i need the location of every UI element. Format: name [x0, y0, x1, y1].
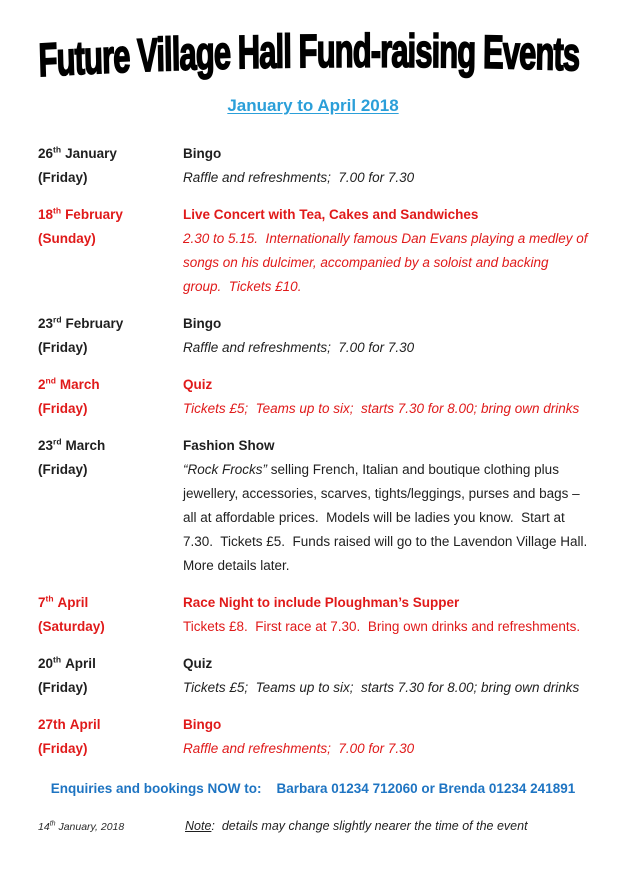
document-date	[38, 821, 185, 833]
event-month: March	[59, 377, 100, 392]
event-weekday: (Friday)	[38, 741, 88, 756]
event-date	[38, 203, 183, 299]
document-date-day: 14	[38, 821, 50, 833]
event-ordinal: th	[53, 205, 62, 216]
event-ordinal: th	[53, 144, 62, 155]
event-date	[38, 373, 183, 421]
event-ordinal: th	[53, 654, 62, 665]
enquiries-label: Enquiries and bookings NOW to:	[50, 781, 262, 796]
event-row	[38, 652, 588, 700]
event-month: January	[65, 146, 117, 161]
event-row	[38, 591, 588, 639]
event-day: 18	[38, 207, 54, 222]
event-day: 7	[38, 595, 46, 610]
event-date	[38, 591, 183, 639]
title-wordart	[36, 28, 586, 92]
event-details	[183, 713, 588, 761]
event-description: Raffle and refreshments; 7.00 for 7.30	[183, 340, 415, 355]
event-month: February	[65, 316, 124, 331]
event-weekday: (Saturday)	[38, 619, 105, 634]
event-description: 2.30 to 5.15. Internationally famous Dan Evans playing a medley of songs on his dulcimer, accompanied by a soloist and backing group. Tickets £10.	[183, 231, 592, 294]
event-row	[38, 142, 588, 190]
event-month: April	[69, 717, 101, 732]
event-description: Raffle and refreshments; 7.00 for 7.30	[183, 170, 415, 185]
event-weekday: (Friday)	[38, 340, 88, 355]
event-details	[183, 591, 588, 639]
event-month: February	[65, 207, 123, 222]
event-date-line	[38, 312, 183, 336]
event-description-lead: “Rock Frocks”	[183, 462, 267, 477]
event-details	[183, 652, 588, 700]
event-weekday: (Friday)	[38, 401, 88, 416]
event-day: 20	[38, 656, 54, 671]
event-row	[38, 312, 588, 360]
event-row	[38, 203, 592, 299]
event-day: 23	[38, 316, 54, 331]
event-month: April	[65, 656, 96, 671]
event-description	[183, 458, 595, 578]
event-day: 26	[38, 146, 54, 161]
event-title: Race Night to include Ploughman’s Supper	[183, 595, 460, 610]
event-details	[183, 312, 588, 360]
event-month: April	[57, 595, 89, 610]
document-footer	[38, 819, 588, 833]
event-title: Quiz	[183, 377, 213, 392]
event-ordinal: rd	[53, 436, 62, 447]
event-row	[38, 713, 588, 761]
event-date	[38, 434, 183, 578]
event-description: Tickets £5; Teams up to six; starts 7.30 for 8.00; bring own drinks	[183, 680, 580, 695]
event-title: Fashion Show	[183, 438, 275, 453]
note-label: Note	[185, 819, 212, 833]
event-title: Quiz	[183, 656, 213, 671]
event-description: Tickets £8. First race at 7.30. Bring own drinks and refreshments.	[183, 619, 581, 634]
note-text: : details may change slightly nearer the time of the event	[211, 819, 528, 833]
document-date-rest: January, 2018	[55, 821, 125, 833]
event-details	[183, 203, 592, 299]
event-date-line	[38, 142, 183, 166]
page-title: Future Village Hall Fund-raising Events	[37, 28, 581, 87]
event-date-line	[38, 203, 183, 227]
event-date-line	[38, 373, 183, 397]
event-details	[183, 434, 595, 578]
event-details	[183, 373, 588, 421]
event-description-rest: selling French, Italian and boutique clothing plus jewellery, accessories, scarves, tights/leggings, purses and bags – all at affordable prices. Models will be ladies you know. Start at 7.30. Tickets £5. Funds raised will go to the Lavendon Village Hall. More details later.	[183, 462, 595, 573]
event-title: Live Concert with Tea, Cakes and Sandwiches	[183, 207, 479, 222]
event-day: 2	[38, 377, 46, 392]
event-date-line	[38, 591, 183, 615]
event-ordinal: nd	[45, 375, 56, 386]
event-details	[183, 142, 588, 190]
event-row	[38, 373, 588, 421]
subtitle: January to April 2018	[227, 96, 399, 115]
event-day: 27th	[38, 717, 66, 732]
event-date	[38, 713, 183, 761]
event-description: Raffle and refreshments; 7.00 for 7.30	[183, 741, 415, 756]
event-weekday: (Sunday)	[38, 231, 96, 246]
svg-text:Future Village Hall Fund-raisi	[38, 28, 580, 87]
event-date-line	[38, 713, 183, 737]
event-description: Tickets £5; Teams up to six; starts 7.30 for 8.00; bring own drinks	[183, 401, 580, 416]
enquiries-line	[38, 779, 588, 799]
event-weekday: (Friday)	[38, 462, 88, 477]
event-date	[38, 312, 183, 360]
event-title: Bingo	[183, 717, 222, 732]
event-weekday: (Friday)	[38, 680, 88, 695]
event-ordinal: rd	[53, 314, 62, 325]
event-date-line	[38, 652, 183, 676]
event-date-line	[38, 434, 183, 458]
event-ordinal: th	[45, 593, 54, 604]
note-line	[185, 819, 528, 833]
enquiries-contacts: Barbara 01234 712060 or Brenda 01234 241891	[276, 781, 576, 796]
event-title: Bingo	[183, 316, 222, 331]
event-weekday: (Friday)	[38, 170, 88, 185]
event-title: Bingo	[183, 146, 222, 161]
document-date-ordinal: th	[49, 820, 56, 828]
event-day: 23	[38, 438, 54, 453]
event-row	[38, 434, 595, 578]
event-date	[38, 652, 183, 700]
event-month: March	[65, 438, 106, 453]
subtitle-row	[38, 96, 588, 116]
event-date	[38, 142, 183, 190]
event-list	[38, 142, 595, 761]
